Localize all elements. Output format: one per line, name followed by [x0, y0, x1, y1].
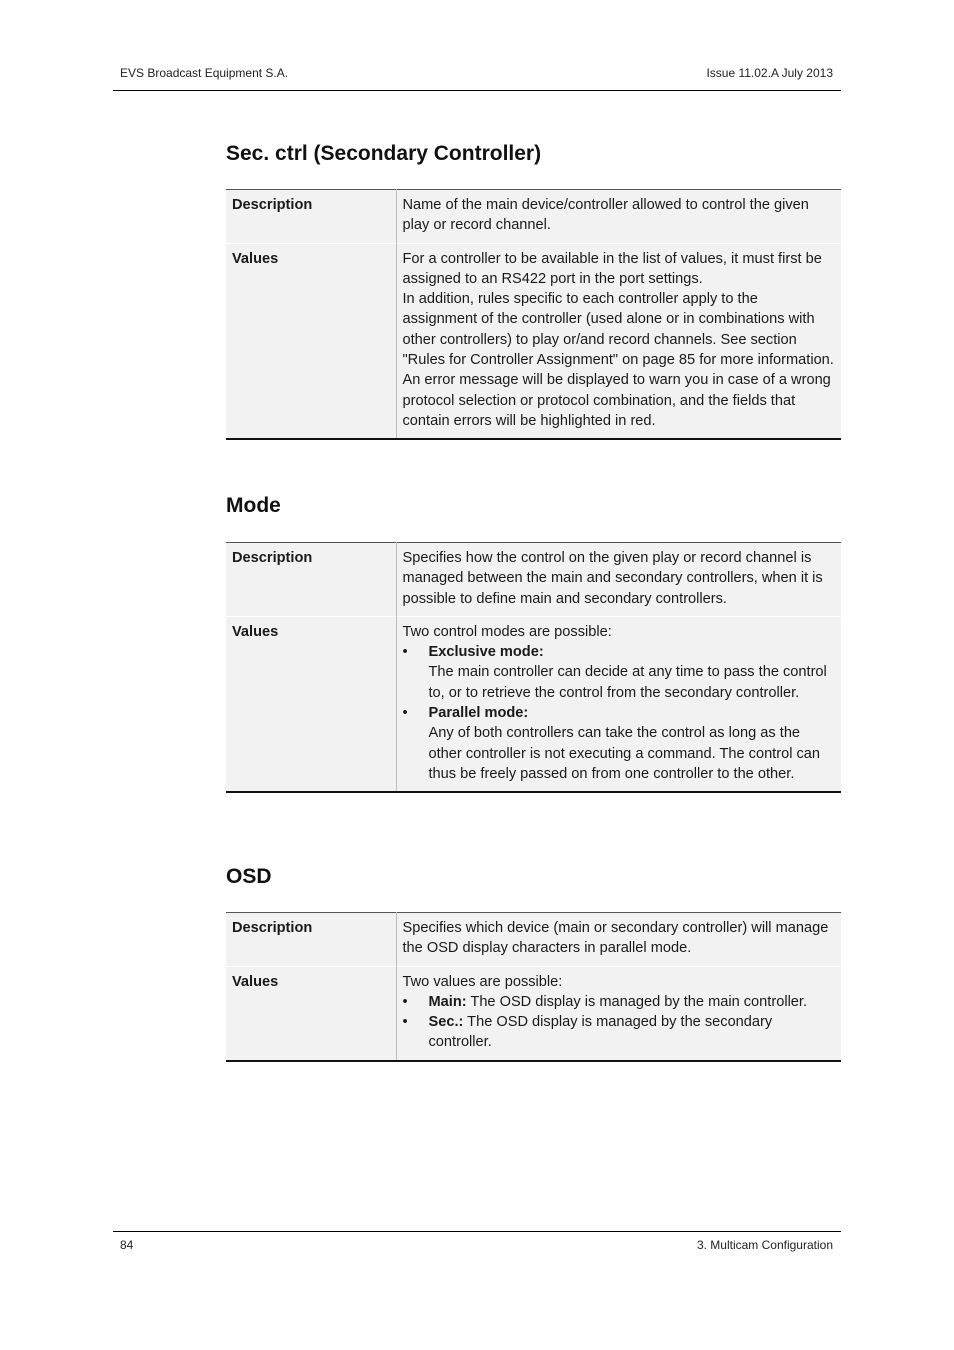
bullet-term: Exclusive mode: — [428, 644, 544, 661]
table-row — [226, 966, 841, 1061]
bullet-text: The OSD display is managed by the secondary controller. — [428, 1014, 773, 1051]
row-label: Values — [226, 243, 396, 439]
value-paragraph: An error message will be displayed to warn you in case of a wrong protocol selection or protocol combination, and the fields that contain errors will be highlighted in red. — [402, 372, 831, 429]
list-item — [403, 1012, 836, 1053]
bullet-text: The OSD display is managed by the main controller. — [466, 993, 808, 1010]
bullet-term: Parallel mode: — [428, 705, 529, 722]
value-paragraph: In addition, rules specific to each controller apply to the assignment of the controller (used alone or in combinations with other controllers) to play or/and record channels. See section "Rules for Controller Assignment" on page 85 for more information. — [402, 291, 834, 369]
mode-table — [226, 542, 841, 793]
table-row — [226, 243, 841, 439]
section-title-osd: OSD — [226, 865, 272, 888]
row-value: Specifies how the control on the given play or record channel is managed between the main and secondary controllers, when it is possible to define main and secondary controllers. — [396, 543, 841, 617]
table-row — [226, 913, 841, 967]
table-row — [226, 616, 841, 792]
bullet-glyph: • — [402, 993, 408, 1010]
row-value: Specifies which device (main or secondary controller) will manage the OSD display characters in parallel mode. — [396, 913, 841, 967]
header-divider — [113, 90, 841, 91]
bullet-text: Any of both controllers can take the control as long as the other controller is not executing a command. The control can thus be freely passed on from one controller to the other. — [428, 725, 821, 782]
section-title-sec-ctrl: Sec. ctrl (Secondary Controller) — [226, 142, 542, 165]
sec-ctrl-table — [226, 189, 841, 440]
row-label: Values — [226, 616, 396, 792]
table-row — [226, 190, 841, 244]
bullet-glyph: • — [402, 644, 408, 661]
row-value: Name of the main device/controller allowed to control the given play or record channel. — [396, 190, 841, 244]
row-value — [396, 243, 841, 439]
bullet-term: Main: — [428, 993, 467, 1010]
row-label: Description — [226, 190, 396, 244]
bullet-list — [403, 642, 836, 784]
bullet-glyph: • — [402, 1014, 408, 1031]
row-value — [396, 966, 841, 1061]
list-item — [403, 992, 836, 1012]
page-number: 84 — [120, 1238, 134, 1252]
footer-divider — [113, 1231, 841, 1232]
section-title-mode: Mode — [226, 494, 281, 517]
header-company: EVS Broadcast Equipment S.A. — [120, 66, 289, 80]
bullet-glyph: • — [402, 705, 408, 722]
list-item — [403, 642, 836, 703]
list-item — [403, 703, 836, 784]
bullet-list — [403, 992, 836, 1053]
values-intro: Two control modes are possible: — [402, 623, 612, 640]
value-paragraph: For a controller to be available in the list of values, it must first be assigned to an RS422 port in the port settings. — [402, 250, 822, 287]
bullet-term: Sec.: — [428, 1014, 464, 1031]
values-intro: Two values are possible: — [402, 973, 563, 990]
row-label: Description — [226, 913, 396, 967]
footer-chapter: 3. Multicam Configuration — [696, 1238, 833, 1252]
header-issue: Issue 11.02.A July 2013 — [706, 66, 833, 80]
row-value — [396, 616, 841, 792]
row-label: Description — [226, 543, 396, 617]
table-row — [226, 543, 841, 617]
bullet-text: The main controller can decide at any time to pass the control to, or to retrieve the control from the secondary controller. — [428, 664, 827, 701]
osd-table — [226, 912, 841, 1062]
row-label: Values — [226, 966, 396, 1061]
